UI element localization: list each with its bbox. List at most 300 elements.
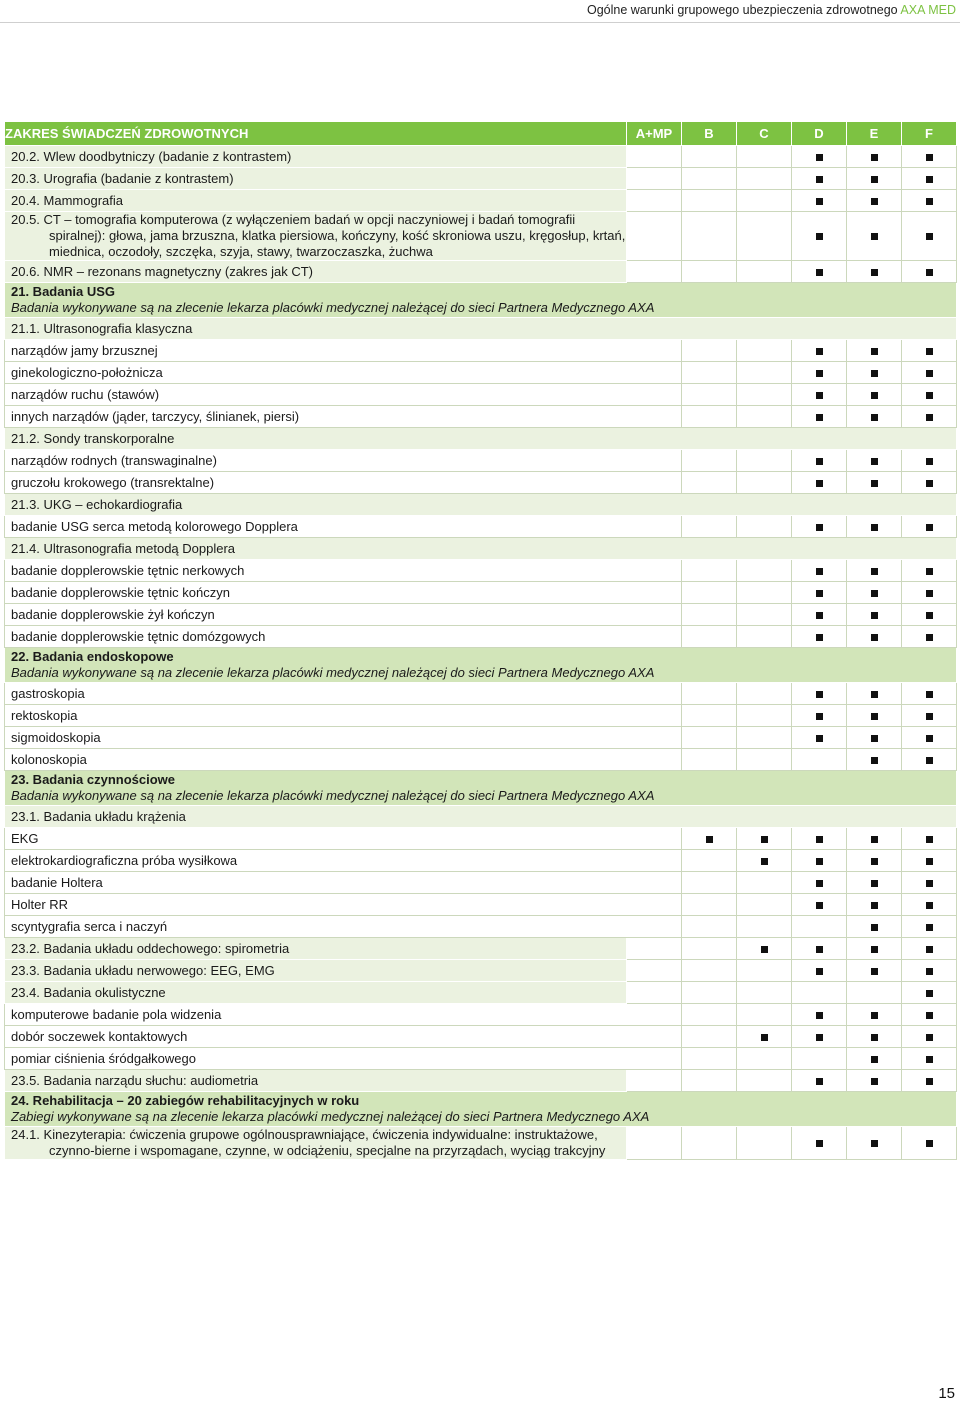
page-header — [0, 0, 960, 24]
included-square-icon — [816, 735, 823, 742]
included-square-icon — [871, 176, 878, 183]
plan-cell — [792, 212, 847, 261]
row-label: badanie USG serca metodą kolorowego Dopplera — [11, 518, 298, 534]
plan-cell — [792, 1070, 847, 1092]
plan-cell — [682, 582, 737, 604]
included-square-icon — [871, 612, 878, 619]
plan-cell — [792, 1004, 847, 1026]
plan-cell — [737, 1070, 792, 1092]
plan-cell — [902, 749, 957, 771]
plan-cell — [737, 384, 792, 406]
document-title — [587, 3, 956, 17]
plan-cell — [627, 1048, 682, 1070]
row-label: scyntygrafia serca i naczyń — [11, 918, 168, 934]
table-row — [5, 168, 957, 190]
plan-cell — [737, 916, 792, 938]
plan-cell — [737, 982, 792, 1004]
table-row — [5, 1004, 957, 1026]
plan-cell — [847, 340, 902, 362]
plan-cell — [737, 850, 792, 872]
included-square-icon — [926, 612, 933, 619]
row-label: gruczołu krokowego (transrektalne) — [11, 474, 215, 490]
row-label: narządów rodnych (transwaginalne) — [11, 452, 217, 468]
plan-cell — [902, 450, 957, 472]
plan-cell — [792, 1127, 847, 1160]
row-label: 21.3. UKG – echokardiografia — [11, 496, 183, 512]
plan-cell — [627, 450, 682, 472]
included-square-icon — [816, 154, 823, 161]
included-square-icon — [926, 880, 933, 887]
included-square-icon — [871, 348, 878, 355]
plan-cell — [737, 1026, 792, 1048]
plan-cell — [627, 362, 682, 384]
plan-cell — [627, 1070, 682, 1092]
included-square-icon — [871, 568, 878, 575]
section-header-row — [5, 648, 957, 683]
plan-cell — [737, 705, 792, 727]
included-square-icon — [926, 269, 933, 276]
plan-cell — [627, 916, 682, 938]
section-header-row — [5, 1092, 957, 1127]
plan-cell — [792, 850, 847, 872]
document-title-text: Ogólne warunki grupowego ubezpieczenia zdrowotnego — [587, 3, 898, 17]
plan-cell — [737, 749, 792, 771]
plan-cell — [902, 872, 957, 894]
plan-cell — [682, 1004, 737, 1026]
row-label: sigmoidoskopia — [11, 729, 101, 745]
plan-cell — [792, 582, 847, 604]
row-label: 21.4. Ultrasonografia metodą Dopplera — [11, 540, 236, 556]
plan-cell — [627, 340, 682, 362]
plan-cell — [627, 212, 682, 261]
included-square-icon — [926, 757, 933, 764]
column-header-plan: D — [792, 122, 847, 146]
plan-cell — [682, 406, 737, 428]
row-label: 23.2. Badania układu oddechowego: spirometria — [11, 940, 290, 956]
plan-cell — [627, 168, 682, 190]
plan-cell — [737, 727, 792, 749]
plan-cell — [737, 472, 792, 494]
plan-cell — [792, 916, 847, 938]
included-square-icon — [871, 1056, 878, 1063]
table-row — [5, 982, 957, 1004]
plan-cell — [847, 212, 902, 261]
table-row — [5, 560, 957, 582]
plan-cell — [682, 516, 737, 538]
plan-cell — [737, 1048, 792, 1070]
table-row — [5, 384, 957, 406]
plan-cell — [902, 384, 957, 406]
row-label-cell — [5, 828, 627, 850]
plan-cell — [847, 560, 902, 582]
plan-cell — [682, 872, 737, 894]
row-label-cell — [5, 560, 627, 582]
included-square-icon — [871, 480, 878, 487]
section-note: Badania wykonywane są na zlecenie lekarza placówki medycznej należącej do sieci Partnera Medycznego AXA — [11, 665, 655, 680]
included-square-icon — [926, 968, 933, 975]
header-divider — [0, 22, 960, 23]
row-label: komputerowe badanie pola widzenia — [11, 1006, 222, 1022]
plan-cell — [792, 362, 847, 384]
plan-cell — [682, 450, 737, 472]
included-square-icon — [816, 858, 823, 865]
included-square-icon — [926, 370, 933, 377]
section-title: 24. Rehabilitacja – 20 zabiegów rehabilitacyjnych w roku — [11, 1093, 360, 1108]
included-square-icon — [871, 713, 878, 720]
plan-cell — [627, 516, 682, 538]
plan-cell — [902, 406, 957, 428]
included-square-icon — [926, 1140, 933, 1147]
included-square-icon — [926, 414, 933, 421]
row-label: innych narządów (jąder, tarczycy, ślinianek, piersi) — [11, 408, 300, 424]
plan-cell — [902, 1026, 957, 1048]
included-square-icon — [926, 1056, 933, 1063]
row-label: pomiar ciśnienia śródgałkowego — [11, 1050, 196, 1066]
included-square-icon — [816, 269, 823, 276]
row-label: 20.3. Urografia (badanie z kontrastem) — [11, 170, 234, 186]
column-header-plan: C — [737, 122, 792, 146]
plan-cell — [737, 1127, 792, 1160]
plan-cell — [737, 190, 792, 212]
plan-cell — [792, 683, 847, 705]
plan-cell — [627, 960, 682, 982]
row-label: elektrokardiograficzna próba wysiłkowa — [11, 852, 238, 868]
table-row — [5, 318, 957, 340]
plan-cell — [902, 960, 957, 982]
included-square-icon — [871, 1140, 878, 1147]
row-label-cell — [5, 582, 627, 604]
included-square-icon — [926, 858, 933, 865]
plan-cell — [737, 516, 792, 538]
plan-cell — [737, 1004, 792, 1026]
plan-cell — [902, 850, 957, 872]
plan-cell — [902, 604, 957, 626]
included-square-icon — [761, 858, 768, 865]
row-label-cell — [5, 1026, 627, 1048]
plan-cell — [792, 727, 847, 749]
plan-cell — [847, 960, 902, 982]
plan-cell — [737, 146, 792, 168]
plan-cell — [682, 384, 737, 406]
included-square-icon — [926, 713, 933, 720]
plan-cell — [627, 406, 682, 428]
column-header-plan: B — [682, 122, 737, 146]
plan-cell — [902, 362, 957, 384]
included-square-icon — [926, 233, 933, 240]
included-square-icon — [926, 568, 933, 575]
plan-cell — [847, 582, 902, 604]
row-label-cell — [5, 516, 627, 538]
row-label-cell — [5, 261, 627, 283]
plan-cell — [737, 894, 792, 916]
plan-cell — [627, 705, 682, 727]
plan-cell — [682, 749, 737, 771]
plan-cell — [847, 872, 902, 894]
table-row — [5, 626, 957, 648]
included-square-icon — [926, 990, 933, 997]
included-square-icon — [926, 458, 933, 465]
table-header-row — [5, 122, 957, 146]
row-label-cell — [5, 1127, 627, 1160]
included-square-icon — [816, 176, 823, 183]
row-label-cell — [5, 168, 627, 190]
row-label: badanie Holtera — [11, 874, 103, 890]
plan-cell — [902, 683, 957, 705]
row-label-cell — [5, 472, 627, 494]
plan-cell — [902, 582, 957, 604]
plan-cell — [902, 261, 957, 283]
row-label-cell — [5, 538, 957, 560]
row-label-cell — [5, 938, 627, 960]
plan-cell — [682, 168, 737, 190]
row-label: badanie dopplerowskie tętnic domózgowych — [11, 628, 266, 644]
row-label: 23.5. Badania narządu słuchu: audiometria — [11, 1072, 259, 1088]
included-square-icon — [926, 154, 933, 161]
plan-cell — [627, 604, 682, 626]
included-square-icon — [926, 590, 933, 597]
plan-cell — [847, 850, 902, 872]
included-square-icon — [816, 458, 823, 465]
plan-cell — [902, 916, 957, 938]
row-label-cell — [5, 960, 627, 982]
plan-cell — [627, 626, 682, 648]
included-square-icon — [926, 735, 933, 742]
plan-cell — [737, 683, 792, 705]
included-square-icon — [816, 414, 823, 421]
row-label-cell — [5, 727, 627, 749]
row-label: gastroskopia — [11, 685, 85, 701]
plan-cell — [792, 450, 847, 472]
plan-cell — [737, 828, 792, 850]
table-row — [5, 538, 957, 560]
row-label: 20.2. Wlew doodbytniczy (badanie z kontrastem) — [11, 148, 292, 164]
row-label-cell — [5, 318, 957, 340]
table-row — [5, 428, 957, 450]
plan-cell — [792, 749, 847, 771]
plan-cell — [682, 916, 737, 938]
table-row — [5, 960, 957, 982]
plan-cell — [627, 472, 682, 494]
row-label-cell — [5, 190, 627, 212]
table-row — [5, 472, 957, 494]
included-square-icon — [816, 634, 823, 641]
plan-cell — [847, 705, 902, 727]
table-row — [5, 190, 957, 212]
row-label: 21.2. Sondy transkorporalne — [11, 430, 175, 446]
plan-cell — [627, 828, 682, 850]
table-row — [5, 604, 957, 626]
plan-cell — [682, 894, 737, 916]
included-square-icon — [816, 691, 823, 698]
plan-cell — [792, 894, 847, 916]
section-title: 21. Badania USG — [11, 284, 116, 299]
row-label-cell — [5, 450, 627, 472]
plan-cell — [682, 683, 737, 705]
table-row — [5, 340, 957, 362]
plan-cell — [627, 146, 682, 168]
plan-cell — [627, 582, 682, 604]
section-note: Badania wykonywane są na zlecenie lekarza placówki medycznej należącej do sieci Partnera Medycznego AXA — [11, 300, 655, 315]
plan-cell — [902, 982, 957, 1004]
section-note: Badania wykonywane są na zlecenie lekarza placówki medycznej należącej do sieci Partnera Medycznego AXA — [11, 788, 655, 803]
plan-cell — [682, 938, 737, 960]
included-square-icon — [926, 946, 933, 953]
plan-cell — [682, 340, 737, 362]
included-square-icon — [871, 1034, 878, 1041]
row-label-cell — [5, 894, 627, 916]
plan-cell — [792, 626, 847, 648]
table-row — [5, 1048, 957, 1070]
plan-cell — [737, 560, 792, 582]
row-label-cell — [5, 1048, 627, 1070]
plan-cell — [847, 1070, 902, 1092]
included-square-icon — [926, 1012, 933, 1019]
plan-cell — [792, 828, 847, 850]
table-row — [5, 872, 957, 894]
plan-cell — [627, 749, 682, 771]
plan-cell — [902, 727, 957, 749]
plan-cell — [627, 683, 682, 705]
plan-cell — [627, 727, 682, 749]
included-square-icon — [871, 858, 878, 865]
plan-cell — [847, 828, 902, 850]
plan-cell — [627, 1026, 682, 1048]
included-square-icon — [871, 968, 878, 975]
row-label-cell — [5, 872, 627, 894]
plan-cell — [627, 982, 682, 1004]
row-label-cell — [5, 428, 957, 450]
included-square-icon — [816, 902, 823, 909]
row-label: badanie dopplerowskie żył kończyn — [11, 606, 215, 622]
row-label-cell — [5, 146, 627, 168]
table-row — [5, 212, 957, 261]
plan-cell — [902, 828, 957, 850]
plan-cell — [902, 560, 957, 582]
included-square-icon — [871, 590, 878, 597]
row-label-cell — [5, 749, 627, 771]
included-square-icon — [706, 836, 713, 843]
table-row — [5, 516, 957, 538]
included-square-icon — [816, 1078, 823, 1085]
plan-cell — [902, 212, 957, 261]
included-square-icon — [871, 946, 878, 953]
plan-cell — [737, 960, 792, 982]
included-square-icon — [926, 348, 933, 355]
table-row — [5, 406, 957, 428]
row-label-cell — [5, 406, 627, 428]
row-label: badanie dopplerowskie tętnic nerkowych — [11, 562, 245, 578]
plan-cell — [627, 894, 682, 916]
table-row — [5, 1026, 957, 1048]
plan-cell — [902, 1004, 957, 1026]
included-square-icon — [816, 370, 823, 377]
plan-cell — [902, 516, 957, 538]
brand-name: AXA MED — [900, 3, 956, 17]
section-header-cell — [5, 1092, 957, 1127]
plan-cell — [902, 894, 957, 916]
plan-cell — [902, 1048, 957, 1070]
plan-cell — [682, 727, 737, 749]
plan-cell — [847, 516, 902, 538]
plan-cell — [792, 146, 847, 168]
plan-cell — [792, 340, 847, 362]
plan-cell — [847, 683, 902, 705]
plan-cell — [737, 604, 792, 626]
included-square-icon — [871, 198, 878, 205]
included-square-icon — [926, 691, 933, 698]
plan-cell — [792, 1048, 847, 1070]
included-square-icon — [761, 946, 768, 953]
page-number: 15 — [938, 1385, 955, 1402]
plan-cell — [902, 168, 957, 190]
row-label-cell — [5, 362, 627, 384]
plan-cell — [847, 916, 902, 938]
plan-cell — [847, 146, 902, 168]
plan-cell — [847, 982, 902, 1004]
included-square-icon — [816, 590, 823, 597]
table-row — [5, 850, 957, 872]
plan-cell — [682, 850, 737, 872]
column-header-plan: F — [902, 122, 957, 146]
included-square-icon — [926, 176, 933, 183]
included-square-icon — [871, 414, 878, 421]
plan-cell — [737, 872, 792, 894]
section-header-cell — [5, 771, 957, 806]
plan-cell — [847, 450, 902, 472]
section-header-row — [5, 283, 957, 318]
row-label: 20.6. NMR – rezonans magnetyczny (zakres jak CT) — [11, 263, 313, 279]
plan-cell — [847, 626, 902, 648]
included-square-icon — [816, 524, 823, 531]
included-square-icon — [871, 757, 878, 764]
included-square-icon — [816, 968, 823, 975]
included-square-icon — [816, 946, 823, 953]
table-row — [5, 683, 957, 705]
included-square-icon — [816, 713, 823, 720]
plan-cell — [792, 1026, 847, 1048]
plan-cell — [847, 1127, 902, 1160]
table-row — [5, 494, 957, 516]
plan-cell — [847, 261, 902, 283]
plan-cell — [737, 626, 792, 648]
table-row — [5, 1127, 957, 1160]
plan-cell — [737, 938, 792, 960]
included-square-icon — [816, 612, 823, 619]
plan-cell — [682, 146, 737, 168]
plan-cell — [627, 938, 682, 960]
plan-cell — [847, 472, 902, 494]
included-square-icon — [871, 924, 878, 931]
table-row — [5, 727, 957, 749]
plan-cell — [847, 362, 902, 384]
plan-cell — [792, 384, 847, 406]
plan-cell — [682, 960, 737, 982]
plan-cell — [682, 190, 737, 212]
row-label: rektoskopia — [11, 707, 78, 723]
included-square-icon — [926, 1034, 933, 1041]
plan-cell — [792, 190, 847, 212]
included-square-icon — [926, 836, 933, 843]
row-label-cell — [5, 384, 627, 406]
section-header-row — [5, 771, 957, 806]
table-body — [5, 146, 957, 1160]
plan-cell — [847, 190, 902, 212]
included-square-icon — [816, 480, 823, 487]
plan-cell — [847, 1048, 902, 1070]
plan-cell — [627, 190, 682, 212]
plan-cell — [847, 938, 902, 960]
included-square-icon — [871, 269, 878, 276]
